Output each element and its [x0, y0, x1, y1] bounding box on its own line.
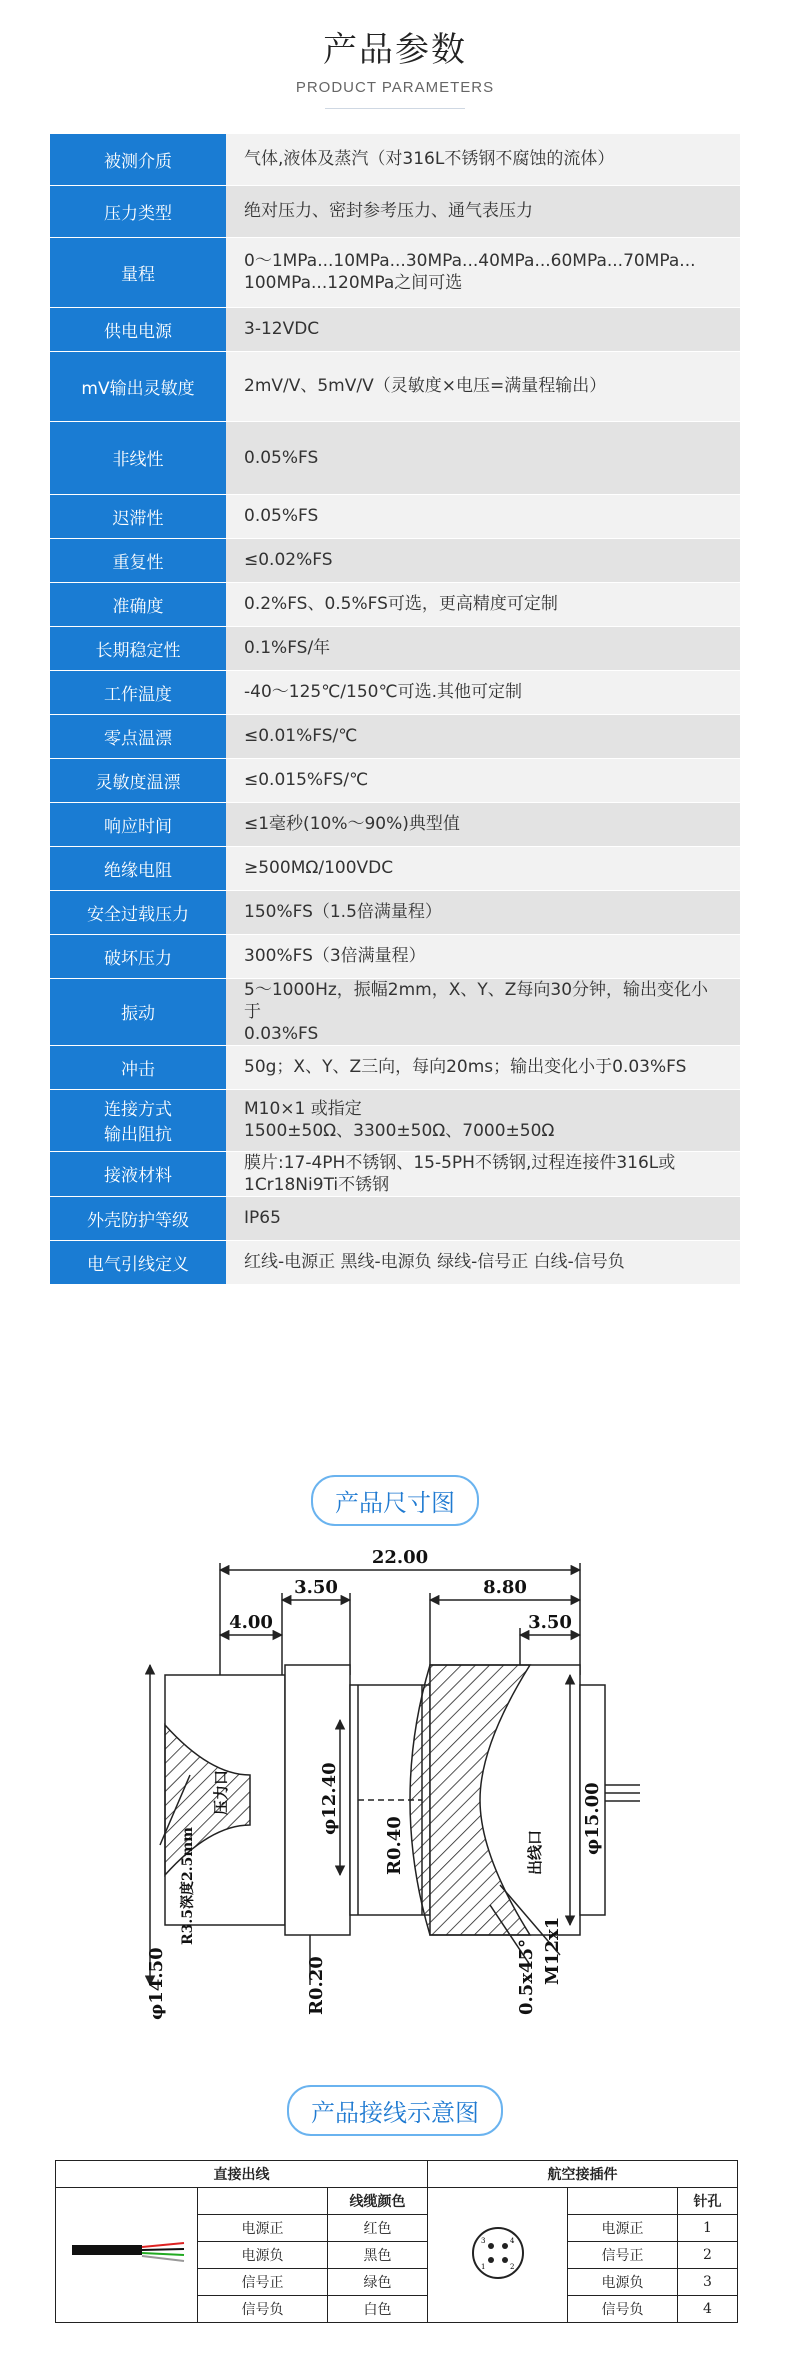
param-value: ≤1毫秒(10%～90%)典型值: [226, 802, 740, 846]
param-label: 振动: [50, 978, 226, 1045]
param-value: ≥500MΩ/100VDC: [226, 846, 740, 890]
param-value: 0.05%FS: [226, 494, 740, 538]
param-label: 压力类型: [50, 185, 226, 237]
page-subtitle: PRODUCT PARAMETERS: [295, 79, 495, 96]
chamfer-label: 0.5x45°: [516, 1938, 537, 2015]
hole-label: R3.5深度2.5mm: [180, 1827, 196, 1945]
param-row: [50, 846, 740, 890]
param-value: 气体,液体及蒸汽（对316L不锈钢不腐蚀的流体）: [226, 134, 740, 185]
param-row: [50, 351, 740, 421]
svg-text:2: 2: [509, 2263, 514, 2271]
param-value: M10×1 或指定 1500±50Ω、3300±50Ω、7000±50Ω: [226, 1089, 740, 1151]
param-value: ≤0.015%FS/℃: [226, 758, 740, 802]
svg-text:3: 3: [480, 2237, 485, 2245]
param-row: [50, 1089, 740, 1151]
wiring-heading: 产品接线示意图: [287, 2085, 503, 2136]
param-row: [50, 714, 740, 758]
svg-text:4: 4: [509, 2237, 514, 2245]
param-row: [50, 1240, 740, 1284]
param-label: 长期稳定性: [50, 626, 226, 670]
param-value: 150%FS（1.5倍满量程）: [226, 890, 740, 934]
param-row: [50, 494, 740, 538]
param-row: [50, 538, 740, 582]
param-label: 迟滞性: [50, 494, 226, 538]
param-row: [50, 582, 740, 626]
dim-total-label: 22.00: [371, 1547, 429, 1568]
param-row: [50, 1151, 740, 1196]
param-row: [50, 1045, 740, 1089]
page-header: [0, 0, 790, 102]
param-label: 工作温度: [50, 670, 226, 714]
param-value: 0～1MPa...10MPa...30MPa...40MPa...60MPa...70MPa... 100MPa...120MPa之间可选: [226, 237, 740, 307]
param-value: 红线-电源正 黑线-电源负 绿线-信号正 白线-信号负: [226, 1240, 740, 1284]
param-label: 灵敏度温漂: [50, 758, 226, 802]
dia-12-label: φ12.40: [319, 1762, 340, 1835]
param-row: [50, 670, 740, 714]
param-row: [50, 890, 740, 934]
param-row: [50, 978, 740, 1045]
param-value: 3-12VDC: [226, 307, 740, 351]
parameters-table: [50, 134, 740, 1285]
param-value: 绝对压力、密封参考压力、通气表压力: [226, 185, 740, 237]
thread-label: M12x1: [542, 1916, 563, 1985]
param-label: 冲击: [50, 1045, 226, 1089]
param-row: [50, 185, 740, 237]
param-label: 外壳防护等级: [50, 1196, 226, 1240]
param-value: 2mV/V、5mV/V（灵敏度×电压=满量程输出）: [226, 351, 740, 421]
wiring-row: 信号负 白色 信号负 4: [56, 2296, 738, 2323]
cable-illustration: [56, 2188, 198, 2323]
param-value: IP65: [226, 1196, 740, 1240]
param-row: [50, 237, 740, 307]
dim-a-label: 3.50: [294, 1577, 338, 1598]
param-label: 非线性: [50, 421, 226, 494]
r020-label: R0.20: [306, 1956, 327, 2015]
connector-header: 航空接插件: [428, 2161, 738, 2188]
param-row: [50, 1196, 740, 1240]
svg-text:1: 1: [480, 2263, 485, 2271]
page-title: 产品参数: [323, 30, 467, 70]
param-label: 接液材料: [50, 1151, 226, 1196]
r040-label: R0.40: [384, 1816, 405, 1875]
dia-145-label: φ14.50: [146, 1947, 167, 2020]
wiring-row: 电源负 黑色 信号正 2: [56, 2242, 738, 2269]
param-row: [50, 421, 740, 494]
param-row: [50, 134, 740, 185]
dia-15-label: φ15.00: [582, 1782, 603, 1855]
color-header: 线缆颜色: [328, 2188, 428, 2215]
wiring-row: 信号正 绿色 电源负 3: [56, 2269, 738, 2296]
param-row: [50, 626, 740, 670]
param-row: [50, 758, 740, 802]
dim-d-label: 3.50: [528, 1612, 572, 1633]
param-value: 0.05%FS: [226, 421, 740, 494]
param-value: 5～1000Hz，振幅2mm，X、Y、Z每向30分钟，输出变化小于 0.03%FS: [226, 978, 740, 1045]
param-label: 电气引线定义: [50, 1240, 226, 1284]
param-label: 量程: [50, 237, 226, 307]
param-label: 绝缘电阻: [50, 846, 226, 890]
param-value: ≤0.01%FS/℃: [226, 714, 740, 758]
dimension-drawing: [100, 1545, 690, 2025]
wiring-table: [55, 2160, 738, 2323]
pin-header: 针孔: [678, 2188, 738, 2215]
param-label: 零点温漂: [50, 714, 226, 758]
param-row: [50, 307, 740, 351]
wiring-row: 电源正 红色 电源正 1: [56, 2215, 738, 2242]
param-label: 被测介质: [50, 134, 226, 185]
direct-header: 直接出线: [56, 2161, 428, 2188]
dimension-heading: 产品尺寸图: [311, 1475, 479, 1526]
param-label: 重复性: [50, 538, 226, 582]
param-label: 连接方式 输出阻抗: [50, 1089, 226, 1151]
connector-illustration: [428, 2188, 568, 2323]
pressure-port-label: 压力口: [212, 1769, 230, 1815]
param-value: 50g；X、Y、Z三向，每向20ms；输出变化小于0.03%FS: [226, 1045, 740, 1089]
dim-c-label: 4.00: [229, 1612, 273, 1633]
param-value: 0.2%FS、0.5%FS可选，更高精度可定制: [226, 582, 740, 626]
dim-b-label: 8.80: [483, 1577, 527, 1598]
title-divider: [325, 108, 465, 109]
param-label: 响应时间: [50, 802, 226, 846]
param-row: [50, 934, 740, 978]
param-label: 安全过载压力: [50, 890, 226, 934]
param-value: 0.1%FS/年: [226, 626, 740, 670]
param-value: -40～125℃/150℃可选.其他可定制: [226, 670, 740, 714]
lead-out-label: 出线口: [526, 1829, 544, 1875]
param-row: [50, 802, 740, 846]
param-label: mV输出灵敏度: [50, 351, 226, 421]
param-label: 供电电源: [50, 307, 226, 351]
param-label: 准确度: [50, 582, 226, 626]
param-value: ≤0.02%FS: [226, 538, 740, 582]
param-value: 膜片:17-4PH不锈钢、15-5PH不锈钢,过程连接件316L或 1Cr18Ni9Ti不锈钢: [226, 1151, 740, 1196]
param-value: 300%FS（3倍满量程）: [226, 934, 740, 978]
param-label: 破坏压力: [50, 934, 226, 978]
